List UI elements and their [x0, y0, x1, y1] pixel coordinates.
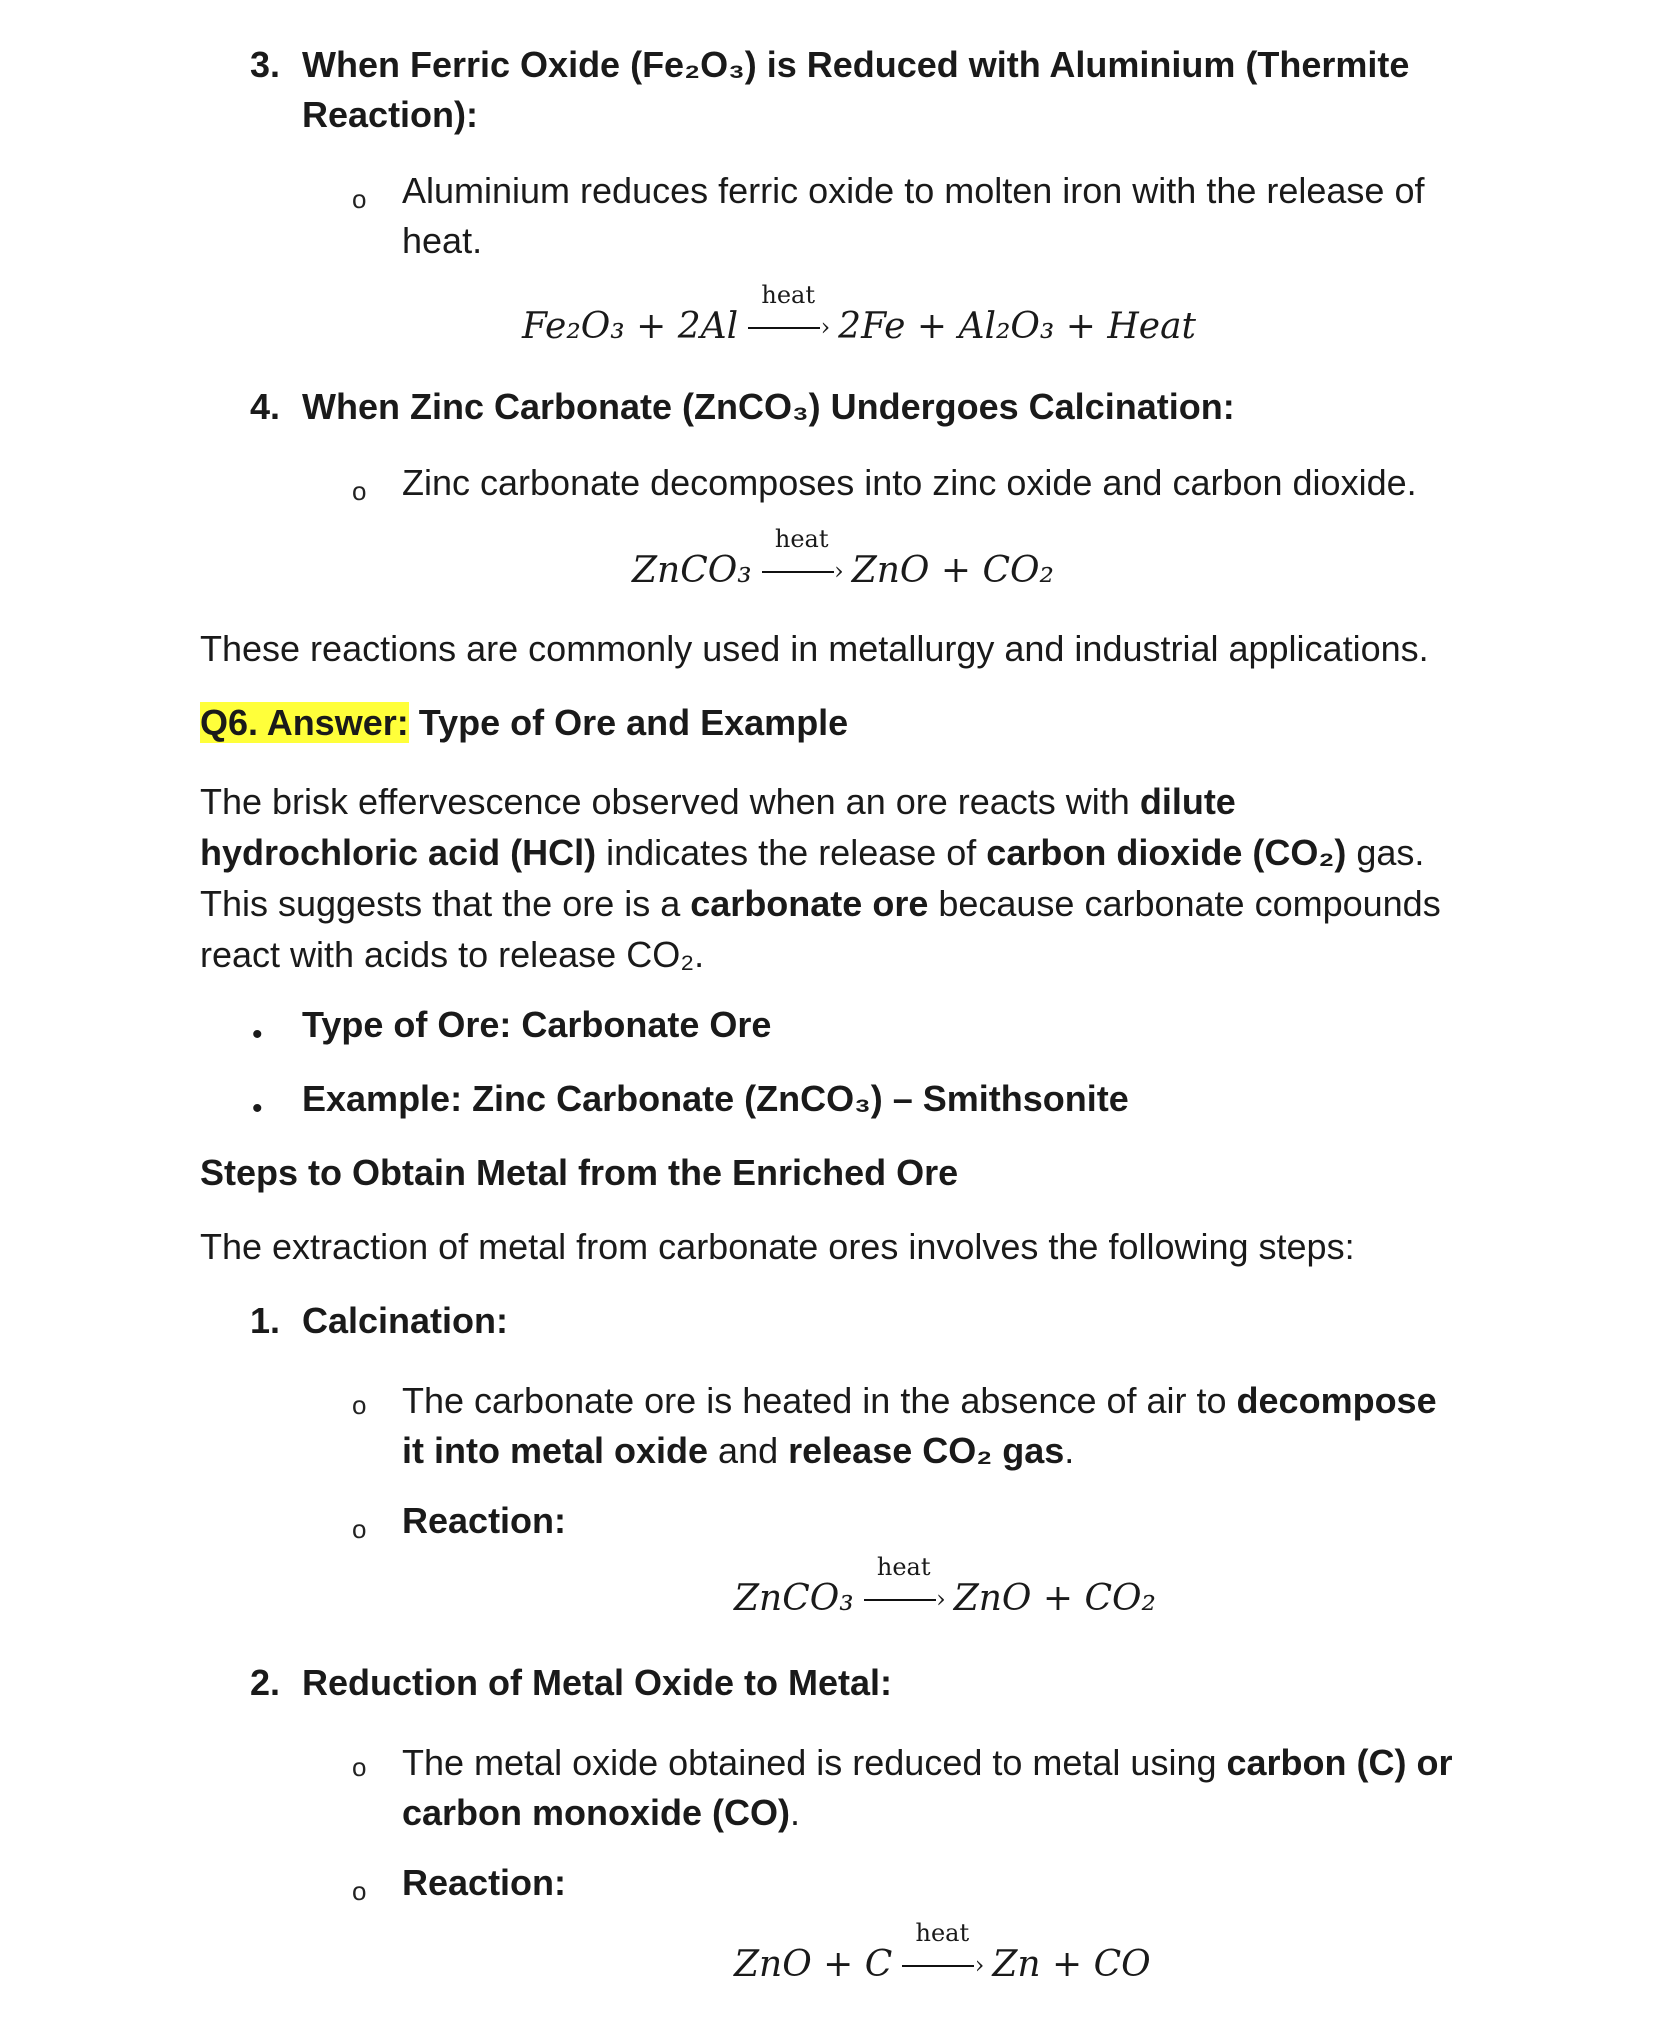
step-2-reaction-label: Reaction: — [402, 1862, 567, 1903]
equation-right: ZnO + CO₂ — [953, 1578, 1156, 1619]
step-1-reaction-label: Reaction: — [402, 1500, 567, 1541]
arrow-icon: heat › — [762, 555, 842, 591]
section-3-title-line2: Reaction): — [302, 94, 479, 135]
para-text: because carbonate compounds react with acids to release CO₂. — [200, 883, 1441, 975]
section-4-title: When Zinc Carbonate (ZnCO₃) Undergoes Calcination: — [302, 386, 1235, 427]
step-1-title: Calcination: — [302, 1300, 509, 1341]
equation-right: ZnO + CO₂ — [851, 550, 1054, 591]
sub-bullet-icon: o — [352, 1514, 367, 1544]
section-3-bullet-line1: Aluminium reduces ferric oxide to molten iron with the release of — [402, 170, 1425, 211]
arrow-icon: heat › — [748, 311, 828, 347]
arrow-icon: heat › — [864, 1583, 944, 1619]
step-1-number: 1. — [250, 1300, 281, 1341]
section-4-bullet: Zinc carbonate decomposes into zinc oxide and carbon dioxide. — [402, 462, 1417, 503]
para-text: gas. This suggests that the ore is a — [200, 832, 1425, 924]
thermite-equation — [522, 281, 1197, 347]
sub-bullet-icon: o — [352, 1876, 367, 1906]
ore-type-bullet: Type of Ore: Carbonate Ore — [302, 1004, 772, 1045]
equation-right: 2Fe + Al₂O₃ + Heat — [838, 306, 1197, 347]
sub-bullet-icon: o — [352, 1752, 367, 1782]
arrow-label: heat — [761, 281, 815, 309]
para-bold: carbonate ore — [690, 883, 929, 924]
q6-heading — [200, 702, 848, 744]
para-text: The carbonate ore is heated in the absence of air to — [402, 1380, 1237, 1421]
q6-paragraph — [200, 776, 1445, 980]
para-text: and — [708, 1430, 789, 1471]
equation-left: ZnCO₃ — [734, 1578, 854, 1619]
para-bold: release CO₂ gas — [788, 1430, 1065, 1471]
summary-text: These reactions are commonly used in metallurgy and industrial applications. — [200, 628, 1429, 669]
para-bold: dilute hydrochloric acid (HCl) — [200, 781, 1236, 873]
para-bold: decompose it into metal oxide — [402, 1380, 1437, 1471]
para-text: The metal oxide obtained is reduced to metal using — [402, 1742, 1227, 1783]
step-2-title: Reduction of Metal Oxide to Metal: — [302, 1662, 893, 1703]
step-2-number: 2. — [250, 1662, 281, 1703]
para-text: The brisk effervescence observed when an ore reacts with — [200, 781, 1140, 822]
para-text: indicates the release of — [596, 832, 987, 873]
calcination-equation — [632, 525, 1054, 591]
section-3-number: 3. — [250, 44, 281, 85]
arrow-label: heat — [915, 1919, 970, 1947]
step-1-equation — [734, 1553, 1156, 1619]
steps-heading: Steps to Obtain Metal from the Enriched Ore — [200, 1152, 959, 1193]
para-bold: carbon dioxide (CO₂) — [986, 832, 1347, 873]
arrow-label: heat — [774, 525, 829, 553]
equation-right: Zn + CO — [992, 1944, 1151, 1985]
equation-left: ZnO + C — [734, 1944, 893, 1985]
arrow-icon: heat › — [902, 1949, 982, 1985]
sub-bullet-icon: o — [352, 184, 367, 214]
step-2-description — [402, 1738, 1462, 1838]
section-4-number: 4. — [250, 386, 281, 427]
para-bold: carbon (C) or carbon monoxide (CO) — [402, 1742, 1453, 1833]
step-2-equation — [734, 1919, 1151, 1985]
steps-intro: The extraction of metal from carbonate ores involves the following steps: — [200, 1226, 1355, 1267]
section-3-title-line1: When Ferric Oxide (Fe₂O₃) is Reduced with Aluminium (Thermite — [302, 44, 1410, 85]
q6-title: Type of Ore and Example — [418, 702, 849, 743]
para-text: . — [1064, 1430, 1075, 1471]
equation-left: Fe₂O₃ + 2Al — [522, 306, 739, 347]
sub-bullet-icon: o — [352, 1390, 367, 1420]
bullet-icon: • — [252, 1018, 263, 1051]
bullet-icon: • — [252, 1092, 263, 1125]
arrow-label: heat — [876, 1553, 931, 1581]
equation-left: ZnCO₃ — [632, 550, 752, 591]
sub-bullet-icon: o — [352, 476, 367, 506]
ore-example-bullet: Example: Zinc Carbonate (ZnCO₃) – Smithsonite — [302, 1078, 1129, 1119]
step-1-description — [402, 1376, 1462, 1476]
q6-answer-label: Q6. Answer: — [200, 702, 409, 743]
para-text: . — [790, 1792, 801, 1833]
section-3-bullet-line2: heat. — [402, 220, 483, 261]
